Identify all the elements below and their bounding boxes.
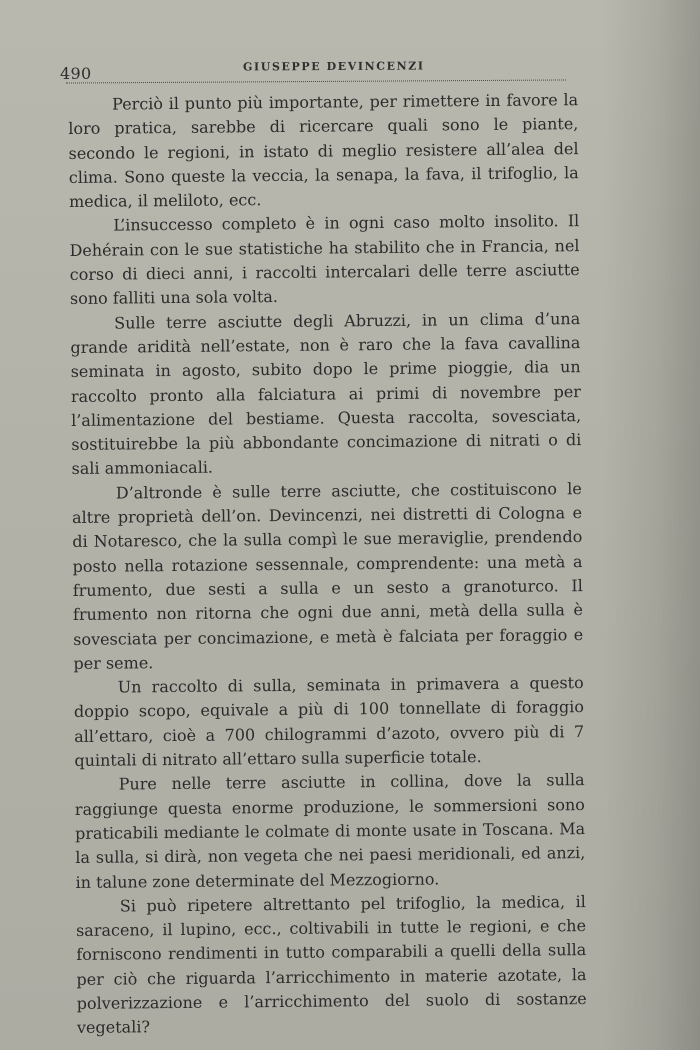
page-header bbox=[60, 52, 570, 90]
paragraph: Un raccolto di sulla, seminata in primavera a questo doppio scopo, equivale a più di 100 tonnellate di foraggio all’ettaro, cioè a 700 chilogrammi d’azoto, ovvero più di 7 quintali di nitrato all’ettaro sulla superficie totale. bbox=[73, 673, 585, 770]
paragraph: Perciò il punto più importante, per rimettere in favore la loro pratica, sarebbe di ricercare quali sono le piante, secondo le regioni, in istato di meglio resistere all’alea del clima. Sono queste la veccia, la senapa, la fava, il trifoglio, la medica, il meliloto, ecc. bbox=[68, 90, 579, 212]
paragraph: Pure nelle terre asciutte in collina, dove la sulla raggiunge questa enorme produzione, le sommersioni sono praticabili mediante le colmate di monte usate in Toscana. Ma la sulla, si dirà, non vegeta che nei paesi meridionali, ed anzi, in talune zone determinate del Mezzogiorno. bbox=[74, 770, 586, 892]
paragraph: D’altronde è sulle terre asciutte, che costituiscono le altre proprietà dell’on. Devincenzi, nei distretti di Cologna e di Notaresco, che la sulla compì le sue meraviglie, prendendo posto nella rotazione sessennale, comprendente: una metà a frumento, due sesti a sulla e un sesto a granoturco. Il frumento non ritorna che ogni due anni, metà della sulla è sovesciata per concimazione, e metà è falciata per foraggio e per seme. bbox=[71, 478, 584, 673]
page-number: 490 bbox=[60, 64, 92, 83]
header-rule bbox=[66, 79, 566, 83]
paragraph: Sulle terre asciutte degli Abruzzi, in un clima d’una grande aridità nell’estate, non è raro che la fava cavallina seminata in agosto, subito dopo le prime pioggie, dia un raccolto pronto alla falciatura ai primi di novembre per l’alimentazione del bestiame. Questa raccolta, sovesciata, sostituirebbe la più abbondante concimazione di nitrati o di sali ammoniacali. bbox=[70, 308, 582, 479]
paragraph: L’insuccesso completo è in ogni caso molto insolito. Il Dehérain con le sue statistiche ha stabilito che in Francia, nel corso di dieci anni, i raccolti intercalari delle terre asciutte sono falliti una sola volta. bbox=[69, 211, 580, 309]
body-text bbox=[68, 88, 587, 1040]
paragraph: Si può ripetere altrettanto pel trifoglio, la medica, il saraceno, il lupino, ecc., coltivabili in tutte le regioni, e che forniscono rendimenti in tutto comparabili a quelli della sulla per ciò che riguarda l’arricchimento in materie azotate, la polverizzazione e l’arricchimento del suolo di sostanze vegetali? bbox=[75, 891, 587, 1038]
running-head: GIUSEPPE DEVINCENZI bbox=[242, 59, 425, 74]
